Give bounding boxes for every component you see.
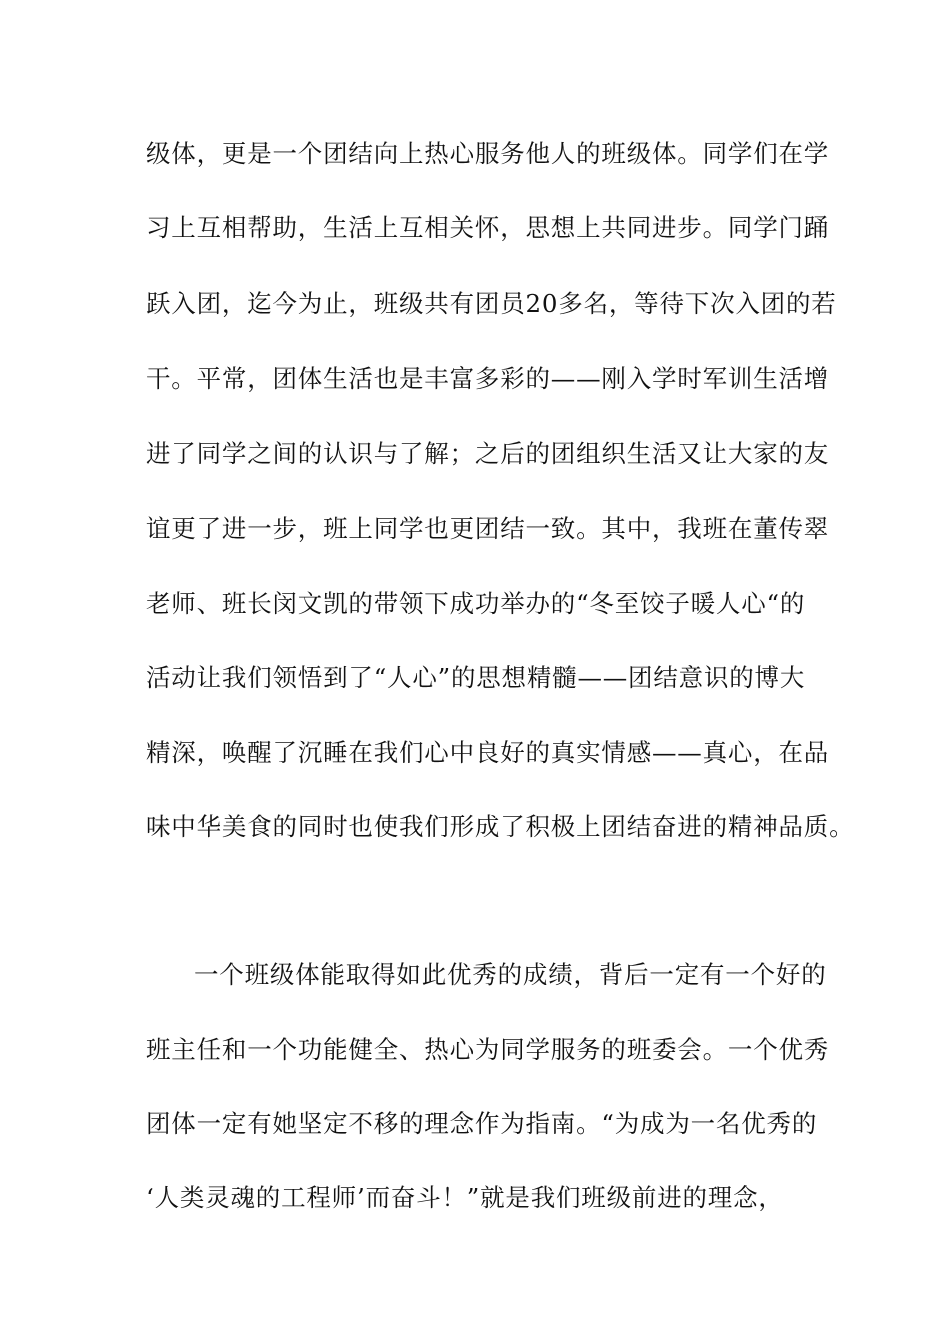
text-line: 精深，唤醒了沉睡在我们心中良好的真实情感——真心，在品 xyxy=(146,738,830,767)
text-line: 习上互相帮助，生活上互相关怀，思想上共同进步。同学门踊 xyxy=(146,213,830,242)
text-line-indented: 一个班级体能取得如此优秀的成绩，背后一定有一个好的 xyxy=(194,960,827,989)
text-line: ‘人类灵魂的工程师’而奋斗！”就是我们班级前进的理念， xyxy=(146,1183,784,1212)
text-line: 跃入团，迄今为止，班级共有团员20多名，等待下次入团的若 xyxy=(146,289,837,318)
text-line: 味中华美食的同时也使我们形成了积极上团结奋进的精神品质。 xyxy=(146,812,855,841)
text-line: 活动让我们领悟到了“人心”的思想精髓——团结意识的博大 xyxy=(146,663,806,692)
text-line: 进了同学之间的认识与了解；之后的团组织生活又让大家的友 xyxy=(146,439,830,468)
text-line: 干。平常，团体生活也是丰富多彩的——刚入学时军训生活增 xyxy=(146,364,830,393)
text-line: 老师、班长闵文凯的带领下成功举办的“冬至饺子暖人心“的 xyxy=(146,589,806,618)
text-line: 谊更了进一步，班上同学也更团结一致。其中，我班在董传翠 xyxy=(146,514,830,543)
text-line: 团体一定有她坚定不移的理念作为指南。“为成为一名优秀的 xyxy=(146,1109,818,1138)
text-line: 班主任和一个功能健全、热心为同学服务的班委会。一个优秀 xyxy=(146,1035,830,1064)
text-line: 级体，更是一个团结向上热心服务他人的班级体。同学们在学 xyxy=(146,139,830,168)
